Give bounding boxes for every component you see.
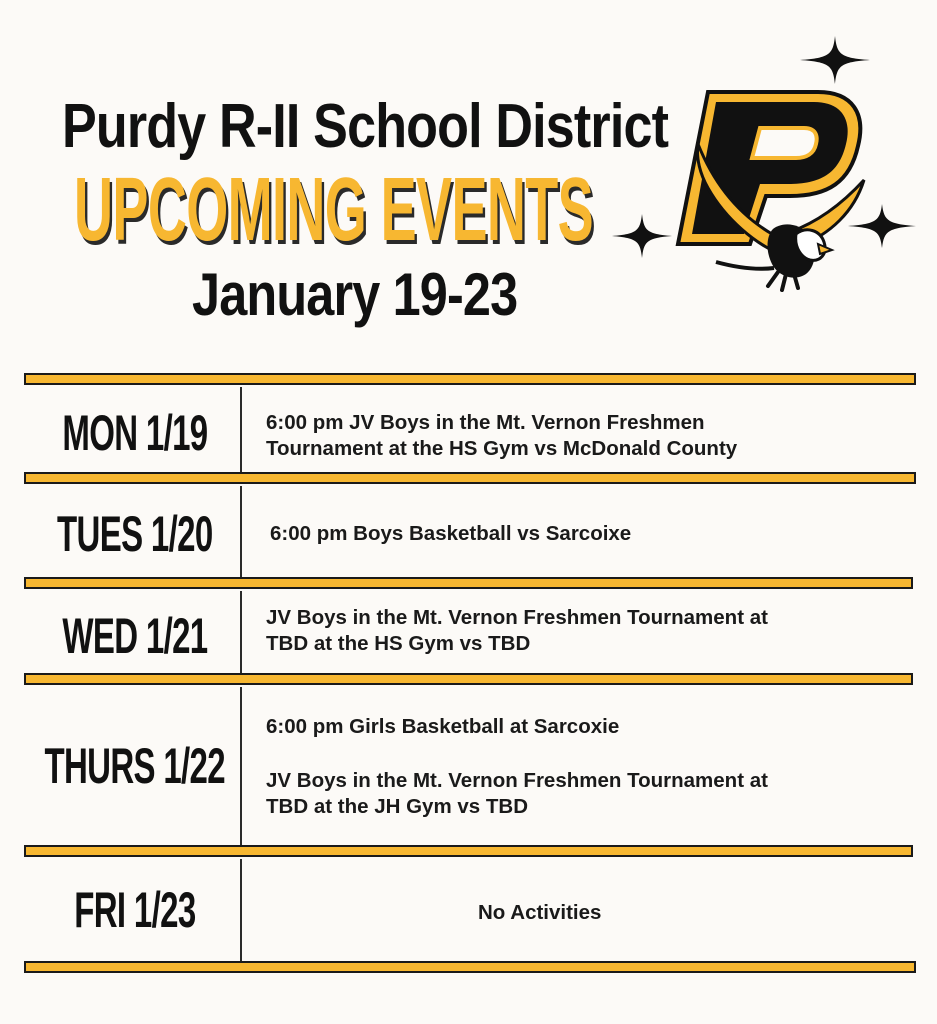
divider-bar xyxy=(24,373,916,385)
event-line: JV Boys in the Mt. Vernon Freshmen Tournament at xyxy=(266,769,768,792)
eagle-mascot-icon xyxy=(668,84,868,294)
event-details xyxy=(266,410,737,462)
column-divider xyxy=(240,687,242,845)
event-line: 6:00 pm Boys Basketball vs Sarcoixe xyxy=(270,522,632,545)
column-divider xyxy=(240,486,242,577)
event-details xyxy=(478,900,601,926)
date-range: January 19-23 xyxy=(192,261,518,328)
event-line: TBD at the JH Gym vs TBD xyxy=(266,795,528,818)
event-line: Tournament at the HS Gym vs McDonald County xyxy=(266,437,738,460)
column-divider xyxy=(240,859,242,961)
column-divider xyxy=(240,387,242,472)
day-label: WED 1/21 xyxy=(62,608,208,664)
column-divider xyxy=(240,591,242,673)
day-label: MON 1/19 xyxy=(62,405,208,461)
divider-bar xyxy=(24,961,916,973)
day-label: FRI 1/23 xyxy=(74,882,196,938)
sparkle-icon xyxy=(612,214,672,258)
upcoming-events-title: UPCOMING EVENTS xyxy=(74,160,594,260)
district-title: Purdy R-II School District xyxy=(62,92,669,161)
event-details xyxy=(270,521,631,547)
event-details xyxy=(266,605,768,657)
event-line: No Activities xyxy=(478,901,602,924)
event-line: TBD at the HS Gym vs TBD xyxy=(266,632,531,655)
divider-bar xyxy=(24,845,913,857)
event-line: 6:00 pm Girls Basketball at Sarcoxie xyxy=(266,715,620,738)
sparkle-icon xyxy=(800,36,870,84)
event-line: 6:00 pm JV Boys in the Mt. Vernon Freshmen xyxy=(266,411,705,434)
event-line: JV Boys in the Mt. Vernon Freshmen Tournament at xyxy=(266,606,768,629)
day-label: THURS 1/22 xyxy=(44,738,226,794)
event-details xyxy=(266,714,768,820)
day-label: TUES 1/20 xyxy=(57,506,213,562)
